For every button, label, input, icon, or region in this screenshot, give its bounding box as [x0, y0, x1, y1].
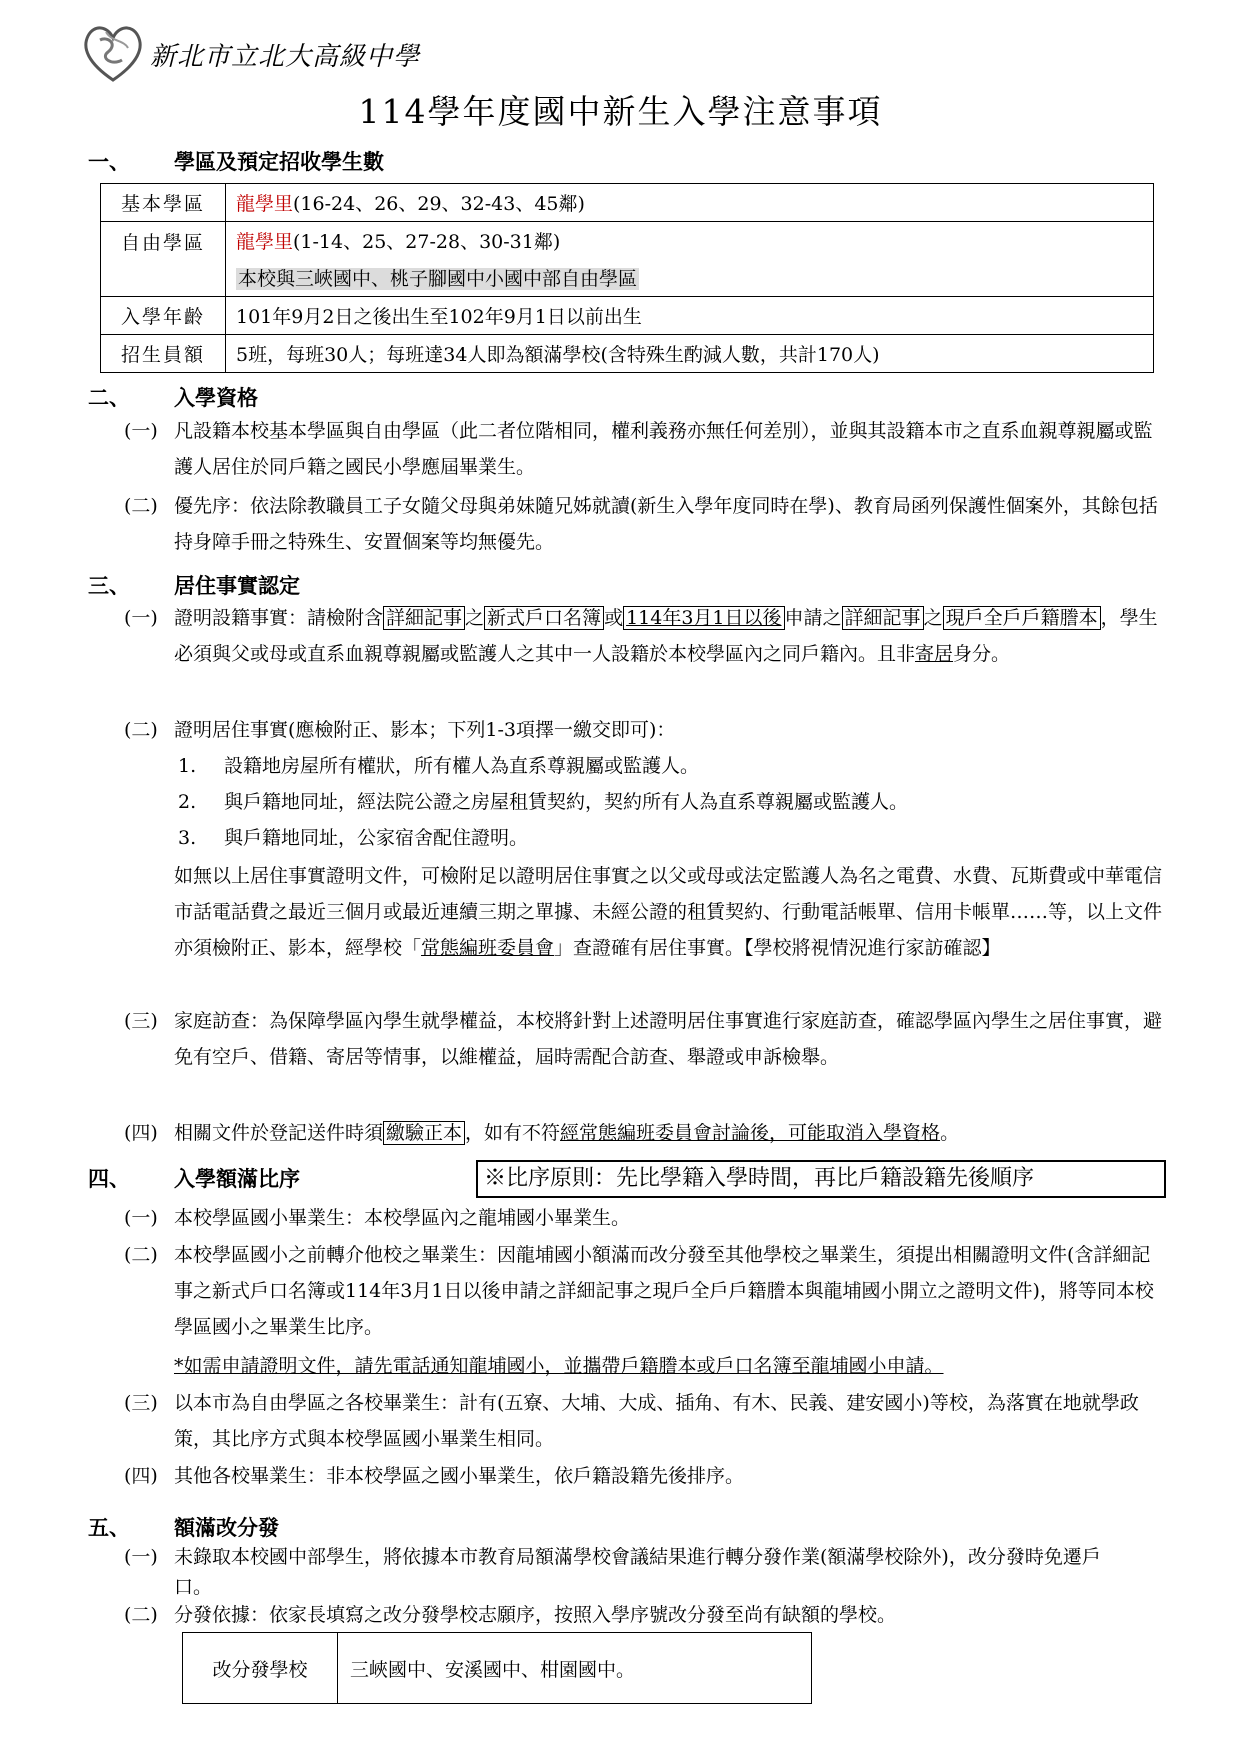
list-item: 3. 與戶籍地同址，公家宿舍配住證明。 [178, 827, 529, 849]
list-item: (一) 凡設籍本校基本學區與自由學區（此二者位階相同，權利義務亦無任何差別），並與其設籍本市之直系血親尊親屬或監護人居住於同戶籍之國民小學應屆畢業生。 [124, 420, 1153, 478]
residence-note: 如無以上居住事實證明文件，可檢附足以證明居住事實之以父或母或法定監護人為名之電費、水費、瓦斯費或中華電信市話電話費之最近三個月或最近連續三期之單據、未經公證的租賃契約、行動電話帳單、信用卡帳單……等，以上文件亦須檢附正、影本，經學校「常態編班委員會」查證確有居住事實。【學校將視情況進行家訪確認】 [174, 865, 1163, 959]
list-item: 2. 與戶籍地同址，經法院公證之房屋租賃契約，契約所有人為直系尊親屬或監護人。 [178, 791, 909, 813]
section-2-heading: 二、 入學資格 [88, 385, 258, 410]
list-item: (三) 以本市為自由學區之各校畢業生：計有(五寮、大埔、大成、插角、有木、民義、建安國小)等校，為落實在地就學政策，其比序方式與本校學區國小畢業生相同。 [124, 1392, 1139, 1450]
list-item: (四) 其他各校畢業生：非本校學區之國小畢業生，依戶籍設籍先後排序。 [124, 1465, 745, 1487]
section-4-heading: 四、 入學額滿比序 [88, 1166, 300, 1191]
section-3-heading: 三、 居住事實認定 [88, 573, 300, 598]
list-item: (一) 本校學區國小畢業生：本校學區內之龍埔國小畢業生。 [124, 1207, 631, 1229]
table-row: 招生員額 5班，每班30人；每班達34人即為額滿學校(含特殊生酌減人數，共計170人) [101, 335, 1154, 373]
district-table [100, 183, 1154, 373]
list-item: (二) 優先序：依法除教職員工子女隨父母與弟妹隨兄姊就讀(新生入學年度同時在學)、教育局函列保護性個案外，其餘包括持身障手冊之特殊生、安置個案等均無優先。 [124, 495, 1158, 553]
list-item: (二) 分發依據：依家長填寫之改分發學校志願序，按照入學序號改分發至尚有缺額的學校。 [124, 1604, 897, 1626]
list-item: (四) 相關文件於登記送件時須 繳驗正本 ，如有不符經常態編班委員會討論後，可能取消入學資格。 [124, 1122, 960, 1144]
table-row: 改分發學校 三峽國中、安溪國中、柑園國中。 [183, 1633, 812, 1704]
list-item: (一) 未錄取本校國中部學生，將依據本市教育局額滿學校會議結果進行轉分發作業(額滿學校除外)，改分發時免遷戶口。 [124, 1546, 1101, 1598]
reassign-table [182, 1632, 812, 1704]
ranking-rule-box: ※比序原則：先比學籍入學時間，再比戶籍設籍先後順序 [476, 1160, 1166, 1198]
list-item: (二) 證明居住事實(應檢附正、影本；下列1-3項擇一繳交即可)： [124, 719, 676, 741]
section-1-heading: 一、 學區及預定招收學生數 [88, 149, 384, 174]
table-row: 入學年齡 101年9月2日之後出生至102年9月1日以前出生 [101, 297, 1154, 335]
list-item: 1. 設籍地房屋所有權狀，所有權人為直系尊親屬或監護人。 [178, 755, 700, 777]
list-item: (三) 家庭訪查：為保障學區內學生就學權益，本校將針對上述證明居住事實進行家庭訪查，確認學區內學生之居住事實，避免有空戶、借籍、寄居等情事，以維權益，屆時需配合訪查、舉證或申訴檢舉。 [124, 1010, 1163, 1068]
apply-note: *如需申請證明文件，請先電話通知龍埔國小，並攜帶戶籍謄本或戶口名簿至龍埔國小申請。 [174, 1355, 944, 1377]
section-5-heading: 五、 額滿改分發 [88, 1515, 279, 1540]
school-name: 新北市立北大高級中學 [150, 42, 421, 72]
table-row: 自由學區 龍學里(1-14、25、27-28、30-31鄰) [101, 222, 1154, 260]
table-row: 基本學區 龍學里(16-24、26、29、32-43、45鄰) [101, 184, 1154, 222]
list-item: (二) 本校學區國小之前轉介他校之畢業生：因龍埔國小額滿而改分發至其他學校之畢業生，須提出相關證明文件(含詳細記事之新式戶口名簿或114年3月1日以後申請之詳細記事之現戶全戶戶籍謄本與龍埔國小開立之證明文件)，將等同本校學區國小之畢業生比序。 [124, 1244, 1154, 1338]
list-item: (一) 證明設籍事實：請檢附含 詳細記事 之 新式戶口名簿 或 114年3月1日以後 申請之 詳細記事 之 現戶全戶戶籍謄本 ，學生必須與父或母或直系血親尊親屬或監護人之其中一人設籍於本校學區內之同戶籍內。且非寄居身分。 [124, 607, 1158, 665]
table-row: 本校與三峽國中、桃子腳國中小國中部自由學區 [101, 259, 1154, 297]
school-logo-icon [78, 18, 148, 88]
page-title: 114學年度國中新生入學注意事項 [358, 92, 883, 131]
